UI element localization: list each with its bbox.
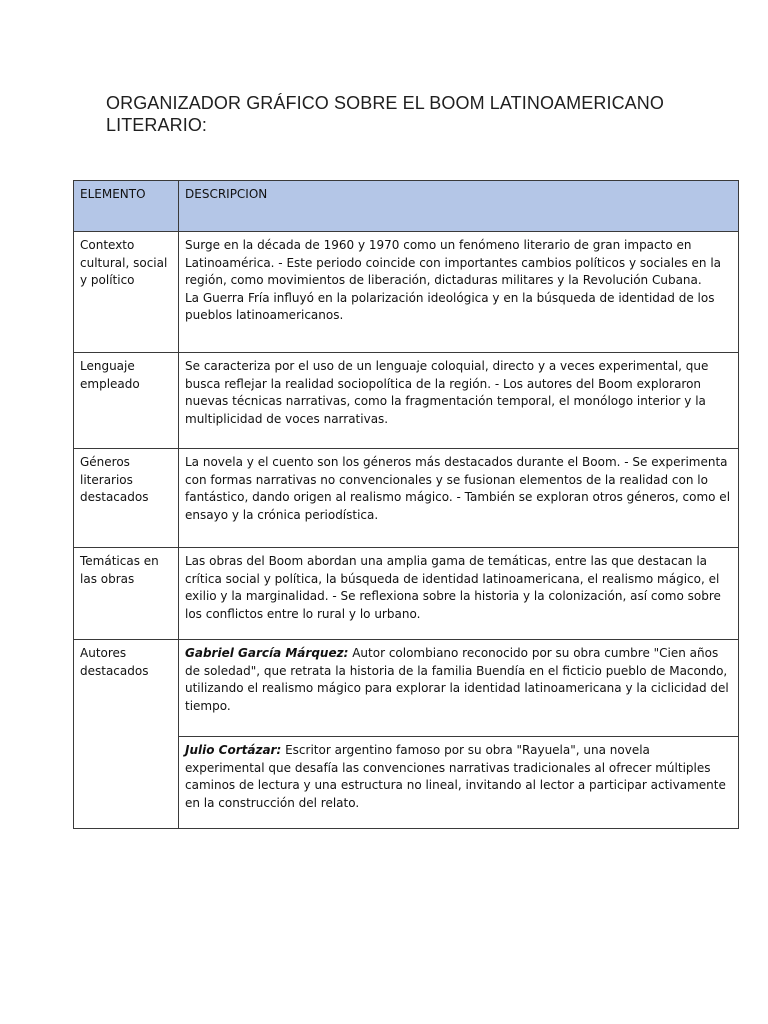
cell-descripcion: Se caracteriza por el uso de un lenguaje coloquial, directo y a veces experimental, que busca reflejar la realidad sociopolítica de la región. - Los autores del Boom exploraron nuevas técnicas narrativas, como la fragmentación temporal, el monólogo interior y la multiplicidad de voces narrativas.: [179, 353, 739, 449]
cell-descripcion: La novela y el cuento son los géneros más destacados durante el Boom. - Se experimenta con formas narrativas no convencionales y se fusionan elementos de la realidad con lo fantástico, dando origen al realismo mágico. - También se exploran otros géneros, como el ensayo y la crónica periodística.: [179, 449, 739, 548]
cell-elemento: Autores destacados: [74, 640, 179, 829]
table-row: [74, 232, 739, 353]
cell-elemento: Lenguaje empleado: [74, 353, 179, 449]
cell-descripcion: Las obras del Boom abordan una amplia gama de temáticas, entre las que destacan la crítica social y política, la búsqueda de identidad latinoamericana, el realismo mágico, el exilio y la marginalidad. - Se reflexiona sobre la historia y la colonización, así como sobre los conflictos entre lo rural y lo urbano.: [179, 548, 739, 640]
cell-elemento: Géneros literarios destacados: [74, 449, 179, 548]
cell-elemento: Contexto cultural, social y político: [74, 232, 179, 353]
header-elemento: ELEMENTO: [74, 181, 179, 232]
description-paragraph: La Guerra Fría influyó en la polarización ideológica y en la búsqueda de identidad de los pueblos latinoamericanos.: [185, 290, 715, 322]
table-row: [74, 640, 739, 737]
graphic-organizer-table: [73, 180, 739, 829]
cell-author-description: [179, 737, 739, 829]
table-row: [74, 449, 739, 548]
cell-descripcion: [179, 232, 739, 353]
cell-elemento: Temáticas en las obras: [74, 548, 179, 640]
cell-author-description: [179, 640, 739, 737]
author-name: Gabriel García Márquez:: [185, 646, 349, 660]
table-row: [74, 353, 739, 449]
page-title: ORGANIZADOR GRÁFICO SOBRE EL BOOM LATINOAMERICANO LITERARIO:: [106, 93, 664, 135]
table-row: [74, 548, 739, 640]
table-header-row: [74, 181, 739, 232]
description-paragraph: Surge en la década de 1960 y 1970 como un fenómeno literario de gran impacto en Latinoamérica. - Este periodo coincide con importantes cambios políticos y sociales en la región, como movimientos de liberación, dictaduras militares y la Revolución Cubana.: [185, 238, 722, 287]
author-name: Julio Cortázar:: [185, 743, 282, 757]
author-text: Escritor argentino famoso por su obra "Rayuela", una novela experimental que desafía las convenciones narrativas tradicionales al ofrecer múltiples caminos de lectura y una estructura no lineal, invitando al lector a participar activamente en la construcción del relato.: [185, 743, 726, 810]
author-text: Autor colombiano reconocido por su obra cumbre "Cien años de soledad", que retrata la historia de la familia Buendía en el ficticio pueblo de Macondo, utilizando el realismo mágico para explorar la identidad latinoamericana y la ciclicidad del tiempo.: [185, 646, 729, 713]
header-descripcion: DESCRIPCION: [179, 181, 739, 232]
